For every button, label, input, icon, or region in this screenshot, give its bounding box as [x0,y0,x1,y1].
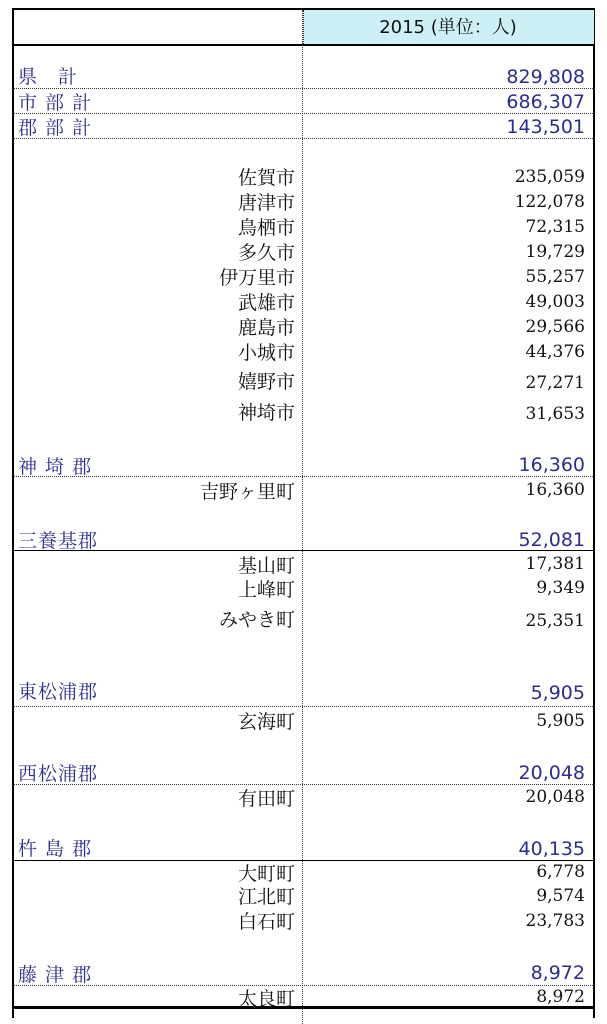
town-value: 9,574 [536,886,585,906]
city-name: 唐津市 [237,192,295,214]
town-name: 江北町 [237,886,295,908]
town-name: 有田町 [237,788,295,810]
city-name: 佐賀市 [237,167,295,189]
town-value: 17,381 [525,554,585,574]
town-value: 5,905 [536,711,585,731]
district-value: 40,135 [518,838,585,860]
town-value: 23,783 [525,911,585,931]
city-value: 72,315 [525,217,585,237]
city-value: 19,729 [525,242,585,262]
town-name: 白石町 [237,911,295,933]
row-divider [14,113,593,114]
city-value: 235,059 [514,167,585,187]
town-value: 25,351 [525,611,585,631]
city-value: 29,566 [525,317,585,337]
row-divider [14,476,593,477]
town-value: 6,778 [536,862,585,882]
total-label-prefecture: 県 計 [18,66,79,88]
district-label: 三養基郡 [18,530,99,552]
population-table [12,8,595,1018]
district-value: 8,972 [530,962,585,984]
city-value: 49,003 [525,292,585,312]
town-name: 太良町 [237,988,295,1010]
row-divider [14,985,593,986]
city-name: 鹿島市 [237,317,295,339]
row-divider [14,88,593,89]
row-divider [14,706,593,707]
city-value: 31,653 [525,404,585,424]
city-value: 27,271 [525,373,585,393]
city-name: 嬉野市 [237,371,295,393]
city-name: 伊万里市 [218,267,295,289]
total-value-districts: 143,501 [506,116,585,138]
district-label: 神 埼 郡 [18,456,93,478]
table-bottom-border [14,1006,593,1009]
district-value: 5,905 [530,682,585,704]
row-divider [14,550,593,551]
city-name: 小城市 [237,342,295,364]
city-value: 122,078 [514,192,585,212]
town-value: 16,360 [525,480,585,500]
town-value: 20,048 [525,787,585,807]
district-label: 西松浦郡 [18,763,99,785]
city-name: 神埼市 [237,402,295,424]
header-year-unit: 2015 (単位：人) [379,17,517,38]
total-value-prefecture: 829,808 [506,66,585,88]
district-value: 52,081 [518,529,585,551]
total-label-districts: 郡 部 計 [18,117,93,139]
town-name: 大町町 [237,863,295,885]
district-label: 東松浦郡 [18,681,99,703]
row-divider [14,784,593,785]
total-label-cities: 市 部 計 [18,92,93,114]
town-name: 玄海町 [237,711,295,733]
town-name: 吉野ヶ里町 [199,481,295,503]
district-label: 藤 津 郡 [18,964,93,986]
town-value: 8,972 [536,987,585,1007]
row-divider [14,860,593,861]
column-divider [302,10,303,1024]
town-name: みやき町 [218,609,295,631]
town-name: 上峰町 [237,579,295,601]
district-value: 16,360 [518,454,585,476]
header-divider [14,44,593,46]
city-name: 鳥栖市 [237,217,295,239]
row-divider [14,138,593,139]
city-name: 武雄市 [237,292,295,314]
town-name: 基山町 [237,555,295,577]
district-label: 杵 島 郡 [18,838,93,860]
district-value: 20,048 [518,762,585,784]
total-value-cities: 686,307 [506,91,585,113]
city-value: 44,376 [525,342,585,362]
town-value: 9,349 [536,578,585,598]
city-name: 多久市 [237,242,295,264]
city-value: 55,257 [525,267,585,287]
